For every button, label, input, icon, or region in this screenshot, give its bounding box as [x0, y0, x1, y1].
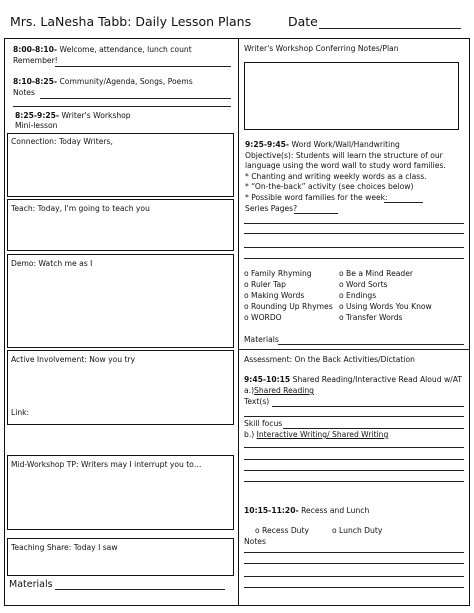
- demo-box[interactable]: [7, 254, 234, 348]
- interactive-writing-label: Interactive Writing/ Shared Writing: [256, 430, 389, 439]
- page-title: Mrs. LaNesha Tabb: Daily Lesson Plans: [10, 14, 252, 29]
- section-divider: [238, 349, 470, 350]
- materials-label-right: Materials: [244, 335, 279, 344]
- time-label: 9:25-9:45-: [245, 140, 290, 149]
- notes-label-right: Notes: [244, 537, 266, 546]
- mid-workshop-label: Mid-Workshop TP: Writers may I interrupt you to…: [11, 460, 202, 469]
- notes-line[interactable]: [13, 106, 231, 107]
- remember-line[interactable]: [55, 66, 231, 67]
- schedule-community: [13, 77, 193, 87]
- skill-focus-line[interactable]: [283, 428, 464, 429]
- choice-ruler-tap[interactable]: o Ruler Tap: [244, 280, 286, 289]
- recess-duty-option[interactable]: o Recess Duty: [255, 526, 309, 535]
- time-label: 8:00-8:10-: [13, 45, 58, 54]
- link-label: Link:: [11, 408, 30, 417]
- time-label: 8:25-9:25-: [15, 111, 60, 120]
- writing-line[interactable]: [244, 563, 464, 564]
- bullet-on-the-back: * “On-the-back” activity (see choices below): [245, 182, 414, 191]
- writing-line[interactable]: [244, 587, 464, 588]
- schedule-writers-workshop: [15, 111, 131, 121]
- mid-workshop-box[interactable]: [7, 455, 234, 530]
- writing-line[interactable]: [244, 459, 464, 460]
- activity-label: Writer's Workshop: [59, 111, 131, 120]
- activity-label: Word Work/Wall/Handwriting: [289, 140, 400, 149]
- schedule-welcome: [13, 45, 192, 55]
- choice-rounding-up-rhymes[interactable]: o Rounding Up Rhymes: [244, 302, 333, 311]
- shared-reading-heading: [244, 386, 314, 396]
- texts-line[interactable]: [272, 406, 464, 407]
- teach-box[interactable]: [7, 199, 234, 251]
- schedule-shared-reading: [244, 375, 462, 385]
- active-involvement-box[interactable]: [7, 350, 234, 425]
- activity-label: Community/Agenda, Songs, Poems: [57, 77, 193, 86]
- list-marker: a.): [244, 386, 255, 395]
- time-label: 10:15-11:20-: [244, 506, 299, 515]
- remember-label: Remember!: [13, 56, 58, 65]
- series-pages-label: Series Pages?: [245, 204, 298, 213]
- series-pages-line[interactable]: [294, 213, 338, 214]
- connection-box[interactable]: [7, 133, 234, 197]
- date-field-line[interactable]: [319, 28, 461, 29]
- writing-line[interactable]: [244, 576, 464, 577]
- activity-label: Welcome, attendance, lunch count: [57, 45, 192, 54]
- choice-wordo[interactable]: o WORDO: [244, 313, 282, 322]
- conferring-notes-box[interactable]: [244, 62, 459, 130]
- writing-line[interactable]: [244, 233, 464, 234]
- notes-line[interactable]: [40, 98, 231, 99]
- choice-family-rhyming[interactable]: o Family Rhyming: [244, 269, 312, 278]
- lunch-duty-option[interactable]: o Lunch Duty: [332, 526, 383, 535]
- column-divider: [238, 38, 239, 606]
- writing-line[interactable]: [244, 481, 464, 482]
- writing-line[interactable]: [244, 258, 464, 259]
- objective-line-1: Objective(s): Students will learn the structure of our: [245, 151, 443, 160]
- skill-focus-label: Skill focus: [244, 419, 283, 428]
- schedule-recess: [244, 506, 369, 516]
- writing-line[interactable]: [244, 447, 464, 448]
- active-involvement-label: Active Involvement: Now you try: [11, 355, 136, 364]
- choice-be-a-mind-reader[interactable]: o Be a Mind Reader: [339, 269, 414, 278]
- texts-label: Text(s): [244, 397, 270, 406]
- activity-label: Recess and Lunch: [298, 506, 370, 515]
- teach-label: Teach: Today, I'm going to teach you: [11, 204, 150, 213]
- teaching-share-label: Teaching Share: Today I saw: [11, 543, 118, 552]
- writing-line[interactable]: [244, 416, 464, 417]
- schedule-word-work: [245, 140, 400, 150]
- choice-word-sorts[interactable]: o Word Sorts: [339, 280, 388, 289]
- connection-label: Connection: Today Writers,: [11, 137, 113, 146]
- writing-line[interactable]: [244, 470, 464, 471]
- choice-transfer-words[interactable]: o Transfer Words: [339, 313, 403, 322]
- mini-lesson-label: Mini-lesson: [15, 121, 58, 130]
- word-families-line[interactable]: [384, 202, 423, 203]
- materials-line[interactable]: [55, 589, 225, 590]
- choice-using-words-you-know[interactable]: o Using Words You Know: [339, 302, 432, 311]
- assessment-label: Assessment: On the Back Activities/Dictation: [244, 355, 415, 364]
- bullet-chanting: * Chanting and writing weekly words as a class.: [245, 172, 427, 181]
- writing-line[interactable]: [244, 552, 464, 553]
- demo-label: Demo: Watch me as I: [11, 259, 93, 268]
- conferring-title: Writer's Workshop Conferring Notes/Plan: [244, 44, 399, 53]
- time-label: 8:10-8:25-: [13, 77, 58, 86]
- date-label: Date: [288, 14, 318, 29]
- objective-line-2: language using the word wall to study word families.: [245, 161, 446, 170]
- shared-reading-label: Shared Reading: [254, 386, 315, 395]
- interactive-writing-heading: [244, 430, 388, 440]
- writing-line[interactable]: [244, 247, 464, 248]
- materials-label: Materials: [9, 579, 53, 590]
- materials-line-right[interactable]: [278, 344, 464, 345]
- choice-making-words[interactable]: o Making Words: [244, 291, 305, 300]
- bullet-word-families: * Possible word families for the week:: [245, 193, 388, 202]
- writing-line[interactable]: [244, 223, 464, 224]
- notes-label: Notes: [13, 88, 35, 97]
- teaching-share-box[interactable]: [7, 538, 234, 576]
- time-label: 9:45-10:15: [244, 375, 291, 384]
- list-marker: b.): [244, 430, 257, 439]
- choice-endings[interactable]: o Endings: [339, 291, 377, 300]
- activity-label: Shared Reading/Interactive Read Aloud w/AT: [290, 375, 462, 384]
